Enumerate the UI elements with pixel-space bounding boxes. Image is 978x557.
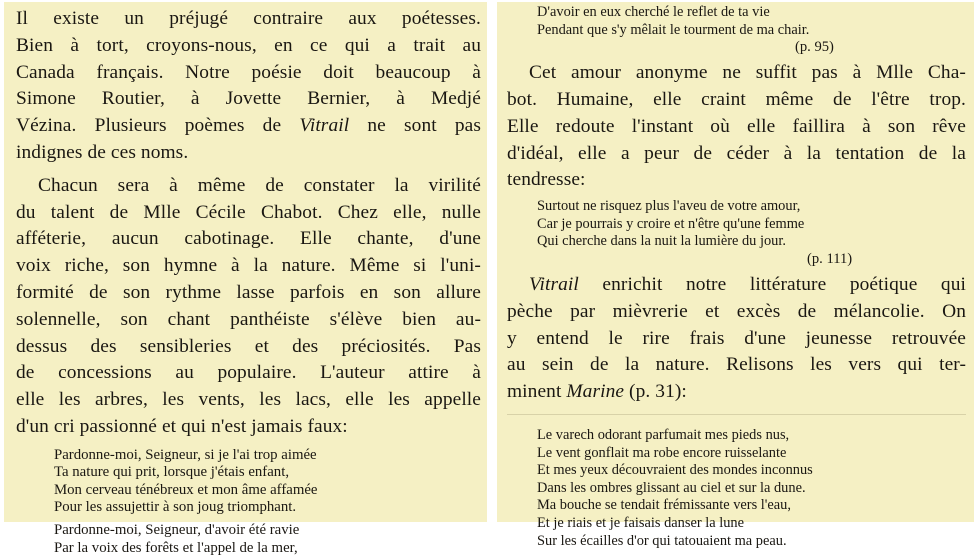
text-line: solennelle, son chant panthéiste s'élève bien au- — [16, 308, 481, 330]
poem-line: Pardonne-moi, Seigneur, si je l'ai trop aimée — [54, 446, 317, 463]
text-line: Chacun sera à même de constater la virilité — [38, 174, 481, 196]
text-line: Vézina. Plusieurs poèmes de Vitrail ne sont pas — [16, 115, 482, 137]
poem-line: Surtout ne risquez plus l'aveu de votre amour, — [537, 198, 801, 215]
paragraph-prejuge — [16, 6, 481, 167]
poem-stanza-2 — [54, 522, 481, 557]
text-line: formité de son rythme lasse parfois en son allure — [16, 281, 481, 303]
poem-line: Le vent gonflait ma robe encore ruisselante — [537, 444, 787, 461]
text-line: afféterie, aucun cabotinage. Elle chante, d'une — [16, 228, 481, 250]
poem-line: Et je riais et je faisais danser la lune — [537, 514, 744, 531]
poem-stanza-amour — [537, 198, 966, 251]
page-reference: (p. 95) — [795, 39, 834, 56]
poem-line: Pour les assujettir à son joug triomphant. — [54, 498, 297, 515]
text-line: dessus des sensibleries et des préciosités. Pas — [16, 335, 481, 357]
poem-title: Marine — [566, 381, 625, 403]
paragraph-virilite — [16, 173, 481, 441]
divider — [507, 414, 966, 415]
poem-line: Ma bouche se tendait frémissante vers l'eau, — [537, 497, 791, 514]
text-line: au sein de la nature. Relisons les vers qui ter- — [507, 354, 966, 376]
text-line: Cet amour anonyme ne suffit pas à Mlle Cha- — [529, 62, 966, 84]
text-line: pèche par mièvrerie et excès de mélancolie. On — [507, 300, 966, 322]
poem-line: Pardonne-moi, Seigneur, d'avoir été ravie — [54, 522, 300, 539]
poem-line: Pendant que s'y mêlait le tourment de ma chair. — [537, 21, 810, 38]
page-reference: (p. 111) — [807, 250, 853, 267]
poem-stanza-continued — [537, 4, 966, 39]
poem-line: Car je pourrais y croire et n'être qu'une femme — [537, 215, 805, 232]
text-line: d'un cri passionné et qui n'est jamais faux: — [16, 415, 348, 437]
poem-line: Et mes yeux découvraient des mondes inconnus — [537, 462, 813, 479]
poem-line: Mon cerveau ténébreux et mon âme affamée — [54, 481, 318, 498]
text-line: de concessions au populaire. L'auteur attire à — [16, 362, 481, 384]
poem-line: Qui cherche dans la nuit la lumière du jour. — [537, 233, 786, 250]
poem-line: Dans les ombres glissant au ciel et sur la dune. — [537, 479, 806, 496]
poem-stanza-marine — [537, 427, 966, 550]
text-line: Vitrail enrichit notre littérature poétique qui — [529, 273, 966, 295]
text-line: bot. Humaine, elle craint même de l'être trop. — [507, 88, 966, 110]
text-line: Simone Routier, à Jovette Bernier, à Medjé — [16, 88, 481, 110]
paragraph-vitrail — [507, 272, 966, 406]
book-title: Vitrail — [299, 115, 350, 137]
poem-line: D'avoir en eux cherché le reflet de ta vie — [537, 4, 770, 20]
text-line: du talent de Mlle Cécile Chabot. Chez elle, nulle — [16, 201, 481, 223]
text-line: elle les arbres, les vents, les lacs, elle les appelle — [16, 389, 481, 411]
left-page — [4, 2, 487, 556]
text-line: tendresse: — [507, 169, 586, 191]
poem-line: Ta nature qui prit, lorsque j'étais enfant, — [54, 464, 290, 481]
book-title: Vitrail — [529, 273, 579, 295]
text-line: Elle redoute l'instant où elle faillira à son rêve — [507, 115, 966, 137]
text-line: Il existe un préjugé contraire aux poétesses. — [16, 8, 481, 29]
text-line: d'idéal, elle a peur de céder à la tentation de la — [507, 142, 966, 164]
text-line: minent Marine (p. 31): — [507, 381, 687, 403]
paragraph-amour — [507, 60, 966, 194]
right-page — [497, 2, 974, 549]
poem-line: Sur les écailles d'or qui tatouaient ma peau. — [537, 532, 787, 549]
text-line: indignes de ces noms. — [16, 141, 189, 163]
text-line: y entend le rire frais d'une jeunesse retrouvée — [507, 327, 966, 349]
text-line: Bien à tort, croyons-nous, en ce qui a trait au — [16, 34, 481, 56]
text-line: Canada français. Notre poésie doit beaucoup à — [16, 61, 481, 83]
poem-line: Le varech odorant parfumait mes pieds nus, — [537, 426, 790, 443]
text-line: voix riche, son hymne à la nature. Même si l'uni- — [16, 255, 481, 277]
poem-line: Par la voix des forêts et l'appel de la mer, — [54, 539, 298, 556]
poem-stanza-1 — [54, 447, 481, 517]
